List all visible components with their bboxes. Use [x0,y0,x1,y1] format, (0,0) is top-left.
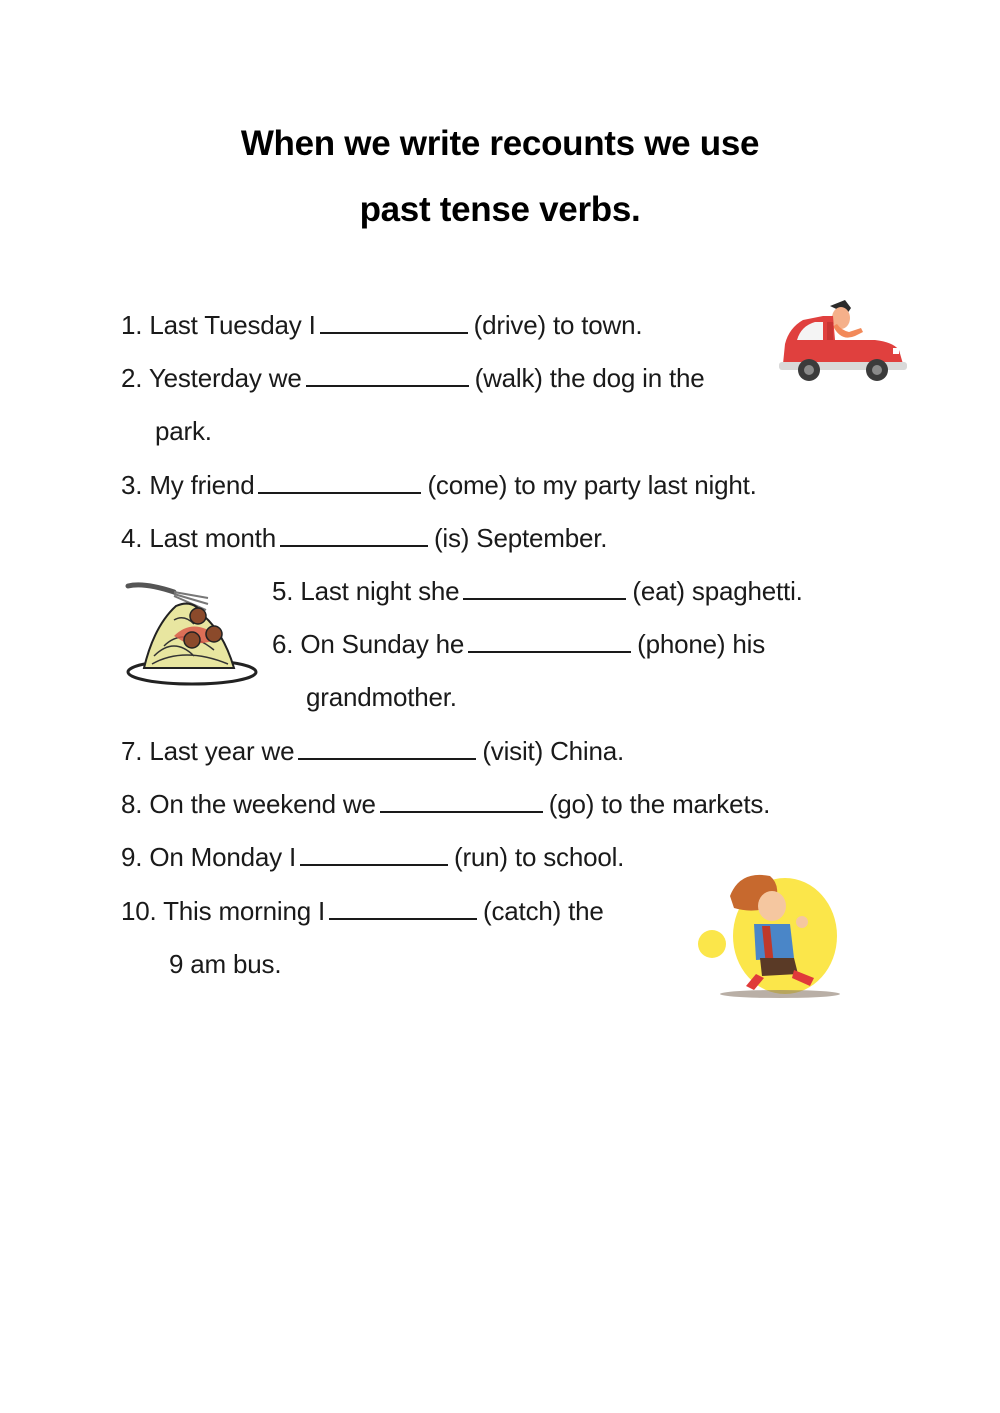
worksheet-title-line-1: When we write recounts we use [240,124,760,163]
answer-blank-9[interactable] [300,842,448,866]
answer-blank-1[interactable] [320,310,468,334]
question-10: 10. This morning I (catch) the [121,896,604,926]
answer-blank-5[interactable] [463,576,626,600]
answer-blank-3[interactable] [258,470,421,494]
answer-blank-8[interactable] [380,789,543,813]
question-3: 3. My friend (come) to my party last night. [121,470,757,500]
question-7: 7. Last year we (visit) China. [121,736,625,766]
answer-blank-10[interactable] [329,896,477,920]
car-icon [775,292,910,387]
question-4: 4. Last month (is) September. [121,523,608,553]
question-2-continuation: park. [155,416,212,446]
question-1: 1. Last Tuesday I (drive) to town. [121,310,643,340]
question-6: 6. On Sunday he (phone) his [272,629,766,659]
question-2: 2. Yesterday we (walk) the dog in the [121,363,705,393]
question-5: 5. Last night she (eat) spaghetti. [272,576,803,606]
answer-blank-2[interactable] [306,363,469,387]
question-6-continuation: grandmother. [306,682,457,712]
question-8: 8. On the weekend we (go) to the markets. [121,789,771,819]
answer-blank-4[interactable] [280,523,428,547]
worksheet-title-line-2: past tense verbs. [359,190,641,229]
question-10-continuation: 9 am bus. [169,949,282,979]
answer-blank-7[interactable] [298,736,476,760]
answer-blank-6[interactable] [468,629,631,653]
question-9: 9. On Monday I (run) to school. [121,842,625,872]
spaghetti-icon [124,576,262,688]
running-boy-icon [690,866,850,1006]
